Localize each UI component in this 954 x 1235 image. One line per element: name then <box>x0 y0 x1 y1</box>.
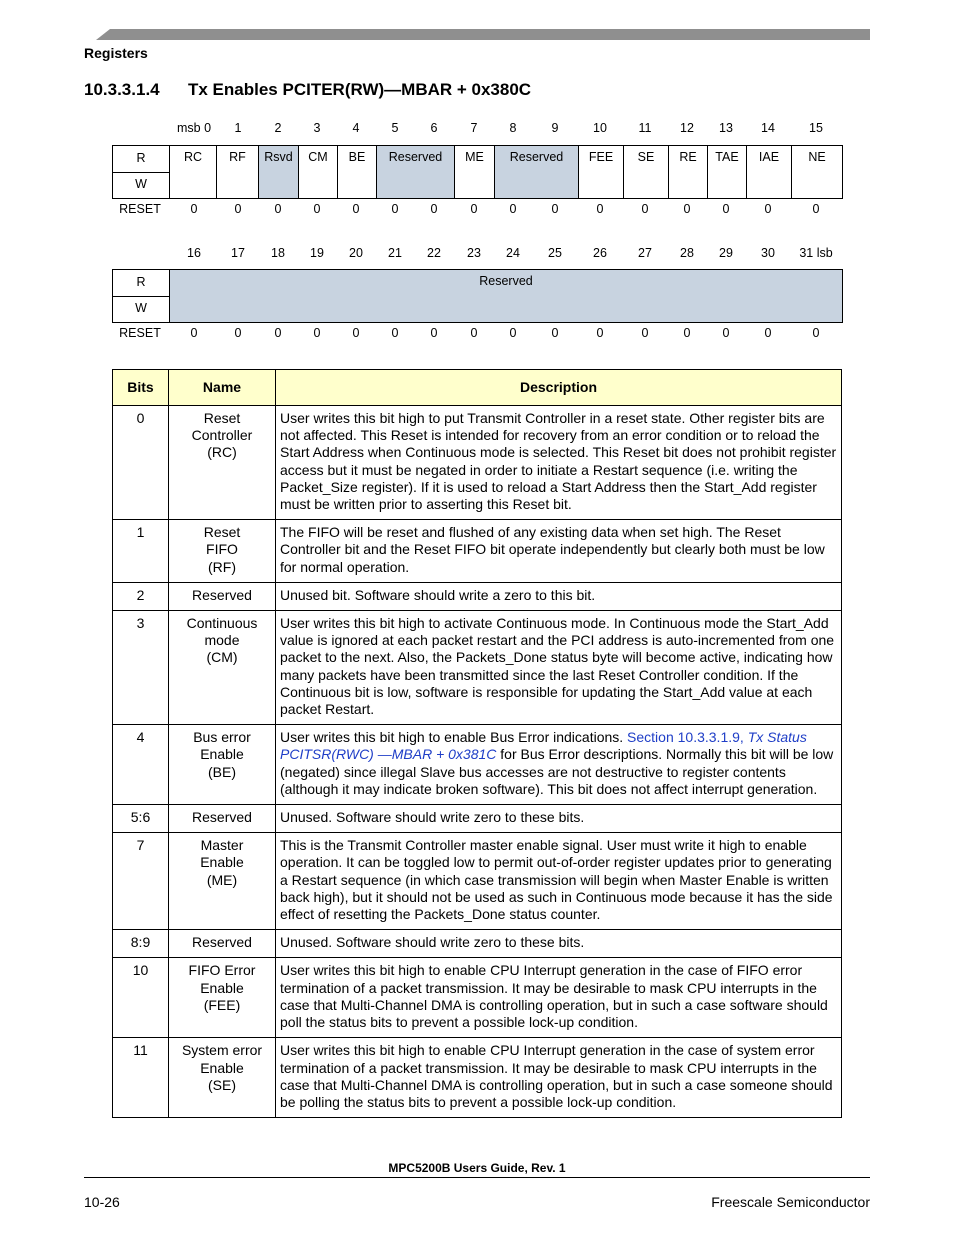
cell-bits: 0 <box>113 406 169 520</box>
reset-value: 0 <box>274 326 282 340</box>
bit-number: 15 <box>809 121 823 135</box>
cell-description: User writes this bit high to enable CPU Interrupt generation in the case of system error termination of a packet transmission. It may be desirable to mask CPU interrupts in the case that Multi-Channel DMA is controlling operation, but in such a case someone should be polling the status bits to prevent a possible lock-up condition. <box>276 1038 842 1118</box>
reset-value: 0 <box>596 326 604 340</box>
reset-value: 0 <box>509 202 517 216</box>
cell-bits: 11 <box>113 1038 169 1118</box>
reset-value: 0 <box>551 326 559 340</box>
reset-value: 0 <box>234 202 242 216</box>
reset-row-label: RESET <box>119 202 161 216</box>
reset-value: 0 <box>352 326 360 340</box>
heading-number: 10.3.3.1.4 <box>84 80 160 99</box>
table-row <box>113 833 842 930</box>
name-line: Bus error <box>193 729 251 746</box>
bit-number: 3 <box>313 121 321 135</box>
bit-number: 18 <box>271 246 285 260</box>
bit-number: 19 <box>310 246 324 260</box>
name-line: Reset <box>203 410 241 426</box>
cell-description <box>276 725 842 805</box>
reset-value: 0 <box>470 326 478 340</box>
reset-value: 0 <box>722 202 730 216</box>
bit-number: 6 <box>430 121 438 135</box>
reset-value: 0 <box>391 326 399 340</box>
field-ne: NE <box>808 150 826 164</box>
reset-value: 0 <box>352 202 360 216</box>
name-line: Reserved <box>192 934 252 951</box>
name-line: (BE) <box>208 763 236 780</box>
reset-value: 0 <box>641 202 649 216</box>
reset-value: 0 <box>391 202 399 216</box>
cell-name <box>169 958 276 1038</box>
field-reserved-16-31: Reserved <box>170 270 842 322</box>
reset-value: 0 <box>551 202 559 216</box>
name-line: (RF) <box>208 558 236 575</box>
field-cm: CM <box>299 146 338 198</box>
bit-number: 11 <box>638 121 652 135</box>
footer-document-title: MPC5200B Users Guide, Rev. 1 <box>388 1161 566 1175</box>
cell-bits: 8:9 <box>113 930 169 958</box>
table-row <box>113 520 842 583</box>
table-row <box>113 958 842 1038</box>
cell-name <box>169 805 276 833</box>
bit-number: 26 <box>593 246 607 260</box>
field-reserved-5-6: Reserved <box>377 146 455 198</box>
bit-number: 16 <box>187 246 201 260</box>
reset-value: 0 <box>812 326 820 340</box>
name-line: Master <box>200 837 244 854</box>
bit-number: 7 <box>470 121 478 135</box>
cell-bits: 7 <box>113 833 169 930</box>
name-line: (ME) <box>206 871 238 888</box>
table-row <box>113 725 842 805</box>
reset-value: 0 <box>190 326 198 340</box>
name-line: Enable <box>200 979 244 996</box>
table-row <box>113 1038 842 1118</box>
cell-description: User writes this bit high to activate Continuous mode. In Continuous mode the Start_Add value is ignored at each packet restart and the PCI address is auto-incremented from one packet to the next. Also, the Packets_Done status byte will become active, indicating how many packets have been transmitted since the last Reset Controller condition. If the Continuous bit is low, software is responsible for updating the Start_Add value at each packet Restart. <box>276 611 842 725</box>
reset-value: 0 <box>274 202 282 216</box>
bit-number: 9 <box>551 121 559 135</box>
cell-description: The FIFO will be reset and flushed of any existing data when set high. The Reset Controller bit and the Reset FIFO bit operate independently but clearly both must be low for normal operation. <box>276 520 842 583</box>
reset-value: 0 <box>430 326 438 340</box>
cell-bits: 4 <box>113 725 169 805</box>
field-se: SE <box>624 146 669 198</box>
cell-bits: 5:6 <box>113 805 169 833</box>
bit-number-row-lower <box>112 246 843 262</box>
name-line: (RC) <box>207 444 237 461</box>
field-me: ME <box>455 146 495 198</box>
reset-value: 0 <box>764 202 772 216</box>
cell-description: User writes this bit high to put Transmit Controller in a reset state. Other register bits are not affected. This Reset is intended for recovery from an error condition or to reload the Start Address when Continuous mode is selected. This Reset bit does not prohibit register access but it must be negated in order to initiate a Restart sequence (i.e. writing the Packet_Size register). If it is used to reload a Start Address then the Start_Add register must be written prior to asserting this Reset bit. <box>276 406 842 520</box>
bit-number: 28 <box>680 246 694 260</box>
cell-bits: 10 <box>113 958 169 1038</box>
bit-number: 24 <box>506 246 520 260</box>
reset-value: 0 <box>190 202 198 216</box>
cell-name <box>169 833 276 930</box>
link-section-title: Tx Status PCITSR(RWC) —MBAR + 0x381C <box>280 729 807 763</box>
bit-number: 25 <box>548 246 562 260</box>
field-fee: FEE <box>579 146 624 198</box>
bit-number: 29 <box>719 246 733 260</box>
reset-value: 0 <box>234 326 242 340</box>
cell-description: User writes this bit high to enable CPU Interrupt generation in the case of FIFO error termination of a packet transmission. It may be desirable to mask CPU interrupts in the case that Multi-Channel DMA is controlling operation, but in such a case software should poll the status bits to prevent a possible lock-up condition. <box>276 958 842 1038</box>
bit-number: 1 <box>234 121 242 135</box>
reset-row-lower <box>112 326 843 342</box>
section-label: Registers <box>84 45 148 61</box>
cell-description: Unused bit. Software should write a zero to this bit. <box>276 582 842 610</box>
reset-value: 0 <box>313 326 321 340</box>
field-reserved-8-9: Reserved <box>495 146 579 198</box>
reset-value: 0 <box>509 326 517 340</box>
name-line: (SE) <box>208 1076 236 1093</box>
reset-value: 0 <box>313 202 321 216</box>
table-row <box>113 611 842 725</box>
field-rf: RF <box>217 146 259 198</box>
name-line: Reset <box>203 524 241 541</box>
name-line: (FEE) <box>203 996 241 1013</box>
bit-number: 27 <box>638 246 652 260</box>
cell-name <box>169 725 276 805</box>
name-line: Enable <box>200 1059 244 1076</box>
field-be: BE <box>338 146 377 198</box>
bit-number: msb 0 <box>176 121 212 135</box>
name-line: System error <box>181 1042 263 1059</box>
cell-bits: 2 <box>113 582 169 610</box>
field-tae: TAE <box>708 146 747 198</box>
field-re: RE <box>669 146 708 198</box>
footer-company: Freescale Semiconductor <box>711 1194 870 1210</box>
name-line: Controller <box>191 427 253 444</box>
description-text: for Bus Error descriptions. Normally this bit will be low (negated) since illegal Slave bus accesses are not destructive to register contents (although it may indicate broken software). This bit does not affect interrupt generation. <box>280 746 834 797</box>
cell-description: This is the Transmit Controller master enable signal. User must write it high to enable operation. It can be toggled low to permit out-of-order register updates prior to generating a Restart sequence (in which case transmission will begin when Master Enable is written back high), but it should not be used as such in Continuous mode because it has the side effect of resetting the Packets_Done status counter. <box>276 833 842 930</box>
read-row-label: R <box>113 270 170 297</box>
bit-number: 5 <box>391 121 399 135</box>
table-row <box>113 406 842 520</box>
field-rc: RC <box>170 146 217 198</box>
cell-name <box>169 1038 276 1118</box>
top-rule-bar <box>96 29 870 40</box>
heading-title: Tx Enables PCITER(RW)—MBAR + 0x380C <box>188 80 532 99</box>
reset-value: 0 <box>596 202 604 216</box>
reset-value: 0 <box>470 202 478 216</box>
bit-number: 23 <box>467 246 481 260</box>
cell-name <box>169 406 276 520</box>
header-name: Name <box>169 370 276 406</box>
cell-name <box>169 582 276 610</box>
table-header-row <box>113 370 842 406</box>
register-box-upper <box>112 145 843 199</box>
header-description: Description <box>276 370 842 406</box>
reset-value: 0 <box>641 326 649 340</box>
link-section-number: Section 10.3.3.1.9, <box>627 729 748 746</box>
header-bits: Bits <box>113 370 169 406</box>
bit-number: 22 <box>427 246 441 260</box>
reset-value: 0 <box>764 326 772 340</box>
name-line: Enable <box>200 854 244 871</box>
field-iae: IAE <box>747 146 792 198</box>
name-line: Continuous <box>186 615 258 632</box>
cell-name <box>169 930 276 958</box>
name-line: Reserved <box>192 586 252 603</box>
bit-description-table <box>112 369 842 1118</box>
write-row-label: W <box>113 296 170 322</box>
bit-number: 2 <box>274 121 282 135</box>
bit-number: 20 <box>349 246 363 260</box>
cell-bits: 1 <box>113 520 169 583</box>
reset-value: 0 <box>683 202 691 216</box>
table-row <box>113 582 842 610</box>
cell-description: Unused. Software should write zero to these bits. <box>276 805 842 833</box>
write-row-label: W <box>113 172 170 198</box>
bit-number: 12 <box>680 121 694 135</box>
bit-number: 13 <box>719 121 733 135</box>
bit-number: 17 <box>231 246 245 260</box>
name-line: FIFO Error <box>188 962 256 979</box>
bit-number: 14 <box>761 121 775 135</box>
bit-number: 30 <box>761 246 775 260</box>
name-line: Reserved <box>192 809 252 826</box>
field-rsvd: Rsvd <box>259 146 299 198</box>
table-row <box>113 805 842 833</box>
page-heading <box>84 80 531 100</box>
name-line: Enable <box>200 746 244 763</box>
bit-number-row-upper <box>112 121 843 137</box>
name-line: (CM) <box>206 649 238 666</box>
footer-page-number: 10-26 <box>84 1194 120 1210</box>
reset-value: 0 <box>722 326 730 340</box>
cell-bits: 3 <box>113 611 169 725</box>
reset-value: 0 <box>683 326 691 340</box>
name-line: mode <box>204 632 240 649</box>
read-row-label: R <box>113 146 170 173</box>
bit-number: 31 lsb <box>799 246 833 260</box>
reset-row-upper <box>112 202 843 218</box>
cell-description: Unused. Software should write zero to these bits. <box>276 930 842 958</box>
bit-number: 4 <box>352 121 360 135</box>
register-box-lower <box>112 269 843 323</box>
name-line: FIFO <box>206 541 238 558</box>
reset-value: 0 <box>430 202 438 216</box>
reset-row-label: RESET <box>119 326 161 340</box>
bit-number: 21 <box>388 246 402 260</box>
reset-value: 0 <box>812 202 820 216</box>
description-text: User writes this bit high to enable Bus Error indications. <box>280 729 628 746</box>
bit-number: 8 <box>509 121 517 135</box>
footer-rule <box>84 1177 870 1178</box>
cell-name <box>169 520 276 583</box>
cell-name <box>169 611 276 725</box>
table-row <box>113 930 842 958</box>
bit-number: 10 <box>593 121 607 135</box>
